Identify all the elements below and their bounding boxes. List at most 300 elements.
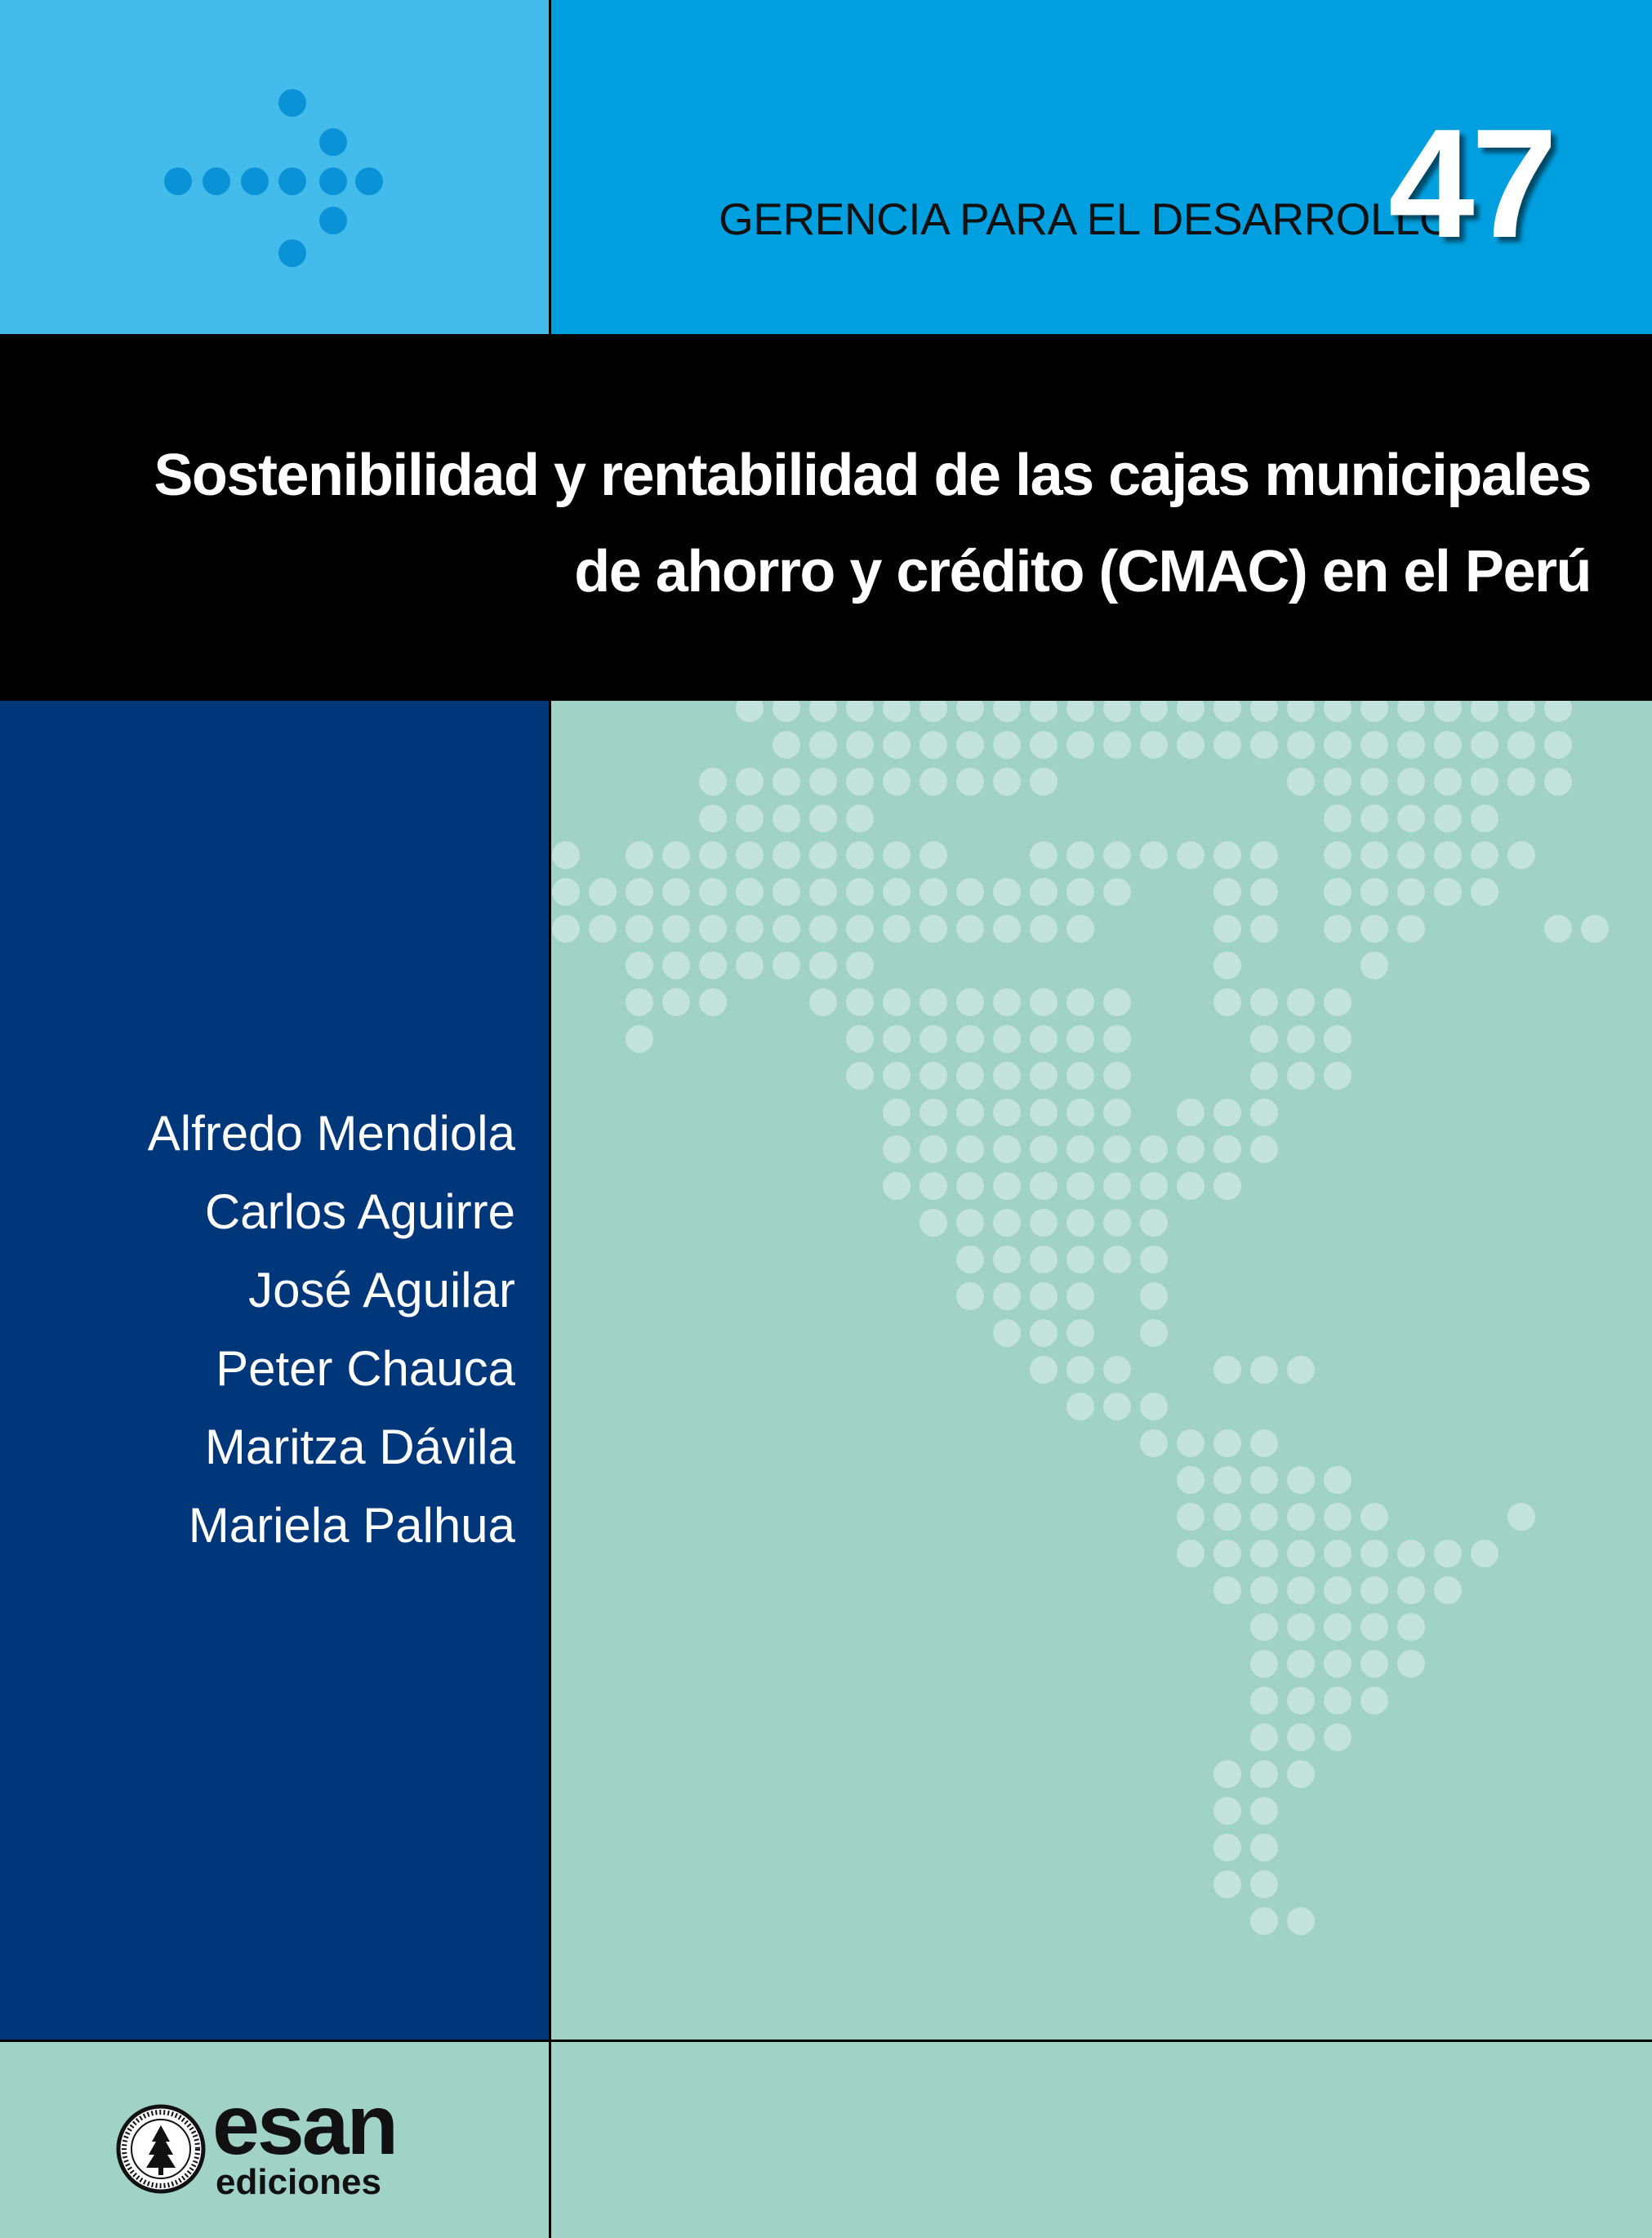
map-dot	[773, 841, 800, 869]
map-dot	[773, 701, 800, 722]
map-dot	[1030, 841, 1058, 869]
map-dot	[1213, 1172, 1241, 1200]
map-dot	[1434, 841, 1462, 869]
map-dot	[1177, 841, 1204, 869]
map-dot	[1287, 1907, 1315, 1935]
map-dot	[626, 841, 653, 869]
map-dot	[1103, 1099, 1131, 1126]
map-dot	[883, 731, 911, 759]
map-dot	[1177, 1466, 1204, 1494]
book-title-line-1: Sostenibilidad y rentabilidad de las cajas municipales	[154, 443, 1591, 508]
map-dot	[773, 768, 800, 796]
author-name: Carlos Aguirre	[204, 1184, 515, 1239]
map-dot	[699, 915, 727, 943]
map-dot	[1287, 1687, 1315, 1714]
map-dot	[1177, 731, 1204, 759]
map-dot	[1213, 952, 1241, 979]
map-dot	[1250, 1576, 1278, 1604]
map-dot	[846, 841, 874, 869]
publisher-name: esan	[212, 2078, 397, 2173]
map-dot	[809, 952, 837, 979]
map-dot	[1324, 1503, 1351, 1531]
map-dot	[883, 1025, 911, 1053]
map-dot	[1544, 768, 1572, 796]
map-dot	[1250, 701, 1278, 722]
map-dot	[920, 1172, 947, 1200]
map-dot	[809, 805, 837, 832]
map-dot	[846, 1062, 874, 1090]
map-dot	[993, 1099, 1021, 1126]
map-dot	[1434, 701, 1462, 722]
map-dot	[1471, 768, 1498, 796]
map-dot	[1360, 1540, 1388, 1567]
map-dot	[1324, 1576, 1351, 1604]
map-dot	[1030, 1246, 1058, 1273]
map-dot	[1140, 1393, 1168, 1420]
map-dot	[1213, 1834, 1241, 1861]
map-dot	[883, 841, 911, 869]
map-dot	[1030, 878, 1058, 906]
map-dot	[1103, 731, 1131, 759]
map-dot	[1103, 1393, 1131, 1420]
map-dot	[1250, 1613, 1278, 1641]
author-list	[0, 1094, 515, 1565]
map-dot	[1397, 701, 1425, 722]
map-dot	[993, 1246, 1021, 1273]
map-dot	[662, 952, 690, 979]
map-dot	[1066, 915, 1094, 943]
map-dot	[956, 1062, 984, 1090]
map-dot	[773, 805, 800, 832]
map-dot	[1287, 1025, 1315, 1053]
map-dot	[1250, 1650, 1278, 1678]
map-dot	[956, 701, 984, 722]
map-dot	[1103, 878, 1131, 906]
map-dot	[1103, 1135, 1131, 1163]
map-dot	[883, 701, 911, 722]
map-dot	[1140, 841, 1168, 869]
map-dot	[1030, 1282, 1058, 1310]
map-dot	[846, 878, 874, 906]
map-dot	[993, 1025, 1021, 1053]
map-dot	[773, 952, 800, 979]
map-dot	[920, 701, 947, 722]
map-dot	[1397, 731, 1425, 759]
map-dot	[1213, 878, 1241, 906]
map-dot	[736, 878, 764, 906]
map-dot	[1066, 1209, 1094, 1237]
map-dot	[1177, 1540, 1204, 1567]
map-dot	[626, 915, 653, 943]
map-dot	[956, 731, 984, 759]
dotted-arrow-icon	[155, 80, 400, 276]
map-dot	[1250, 1760, 1278, 1788]
map-dot	[993, 701, 1021, 722]
map-dot	[956, 1246, 984, 1273]
map-dot	[1030, 1025, 1058, 1053]
map-dot	[589, 878, 617, 906]
map-dot	[1030, 768, 1058, 796]
map-dot	[1103, 988, 1131, 1016]
map-dot	[1250, 1062, 1278, 1090]
map-dot	[920, 878, 947, 906]
map-dot	[1213, 701, 1241, 722]
map-dot	[1507, 731, 1535, 759]
book-title	[39, 427, 1591, 620]
map-dot	[1066, 988, 1094, 1016]
map-dot	[1544, 701, 1572, 722]
map-dot	[1250, 1540, 1278, 1567]
map-dot	[1250, 1466, 1278, 1494]
map-dot	[1287, 1613, 1315, 1641]
map-dot	[883, 878, 911, 906]
map-dot	[773, 878, 800, 906]
map-dot	[956, 1099, 984, 1126]
map-dot	[1250, 1503, 1278, 1531]
map-dot	[1213, 988, 1241, 1016]
series-number: 47	[1388, 97, 1555, 270]
map-dot	[1250, 1025, 1278, 1053]
map-dot	[809, 768, 837, 796]
map-dot	[736, 805, 764, 832]
map-dot	[1250, 1834, 1278, 1861]
map-dot	[1471, 1540, 1498, 1567]
map-dot	[920, 841, 947, 869]
map-dot	[699, 952, 727, 979]
map-dot	[1471, 731, 1498, 759]
map-dot	[626, 1025, 653, 1053]
map-dot	[956, 1025, 984, 1053]
map-dot	[1066, 1062, 1094, 1090]
map-dot	[1213, 1540, 1241, 1567]
map-dot	[883, 1099, 911, 1126]
map-dot	[1140, 1135, 1168, 1163]
author-name: Maritza Dávila	[204, 1420, 515, 1474]
map-dot	[1324, 1025, 1351, 1053]
map-dot	[1140, 1246, 1168, 1273]
author-name: Mariela Palhua	[188, 1498, 515, 1553]
map-dot	[1066, 1246, 1094, 1273]
map-dot	[1360, 805, 1388, 832]
author-name: Alfredo Mendiola	[147, 1106, 515, 1161]
map-dot	[1324, 1613, 1351, 1641]
map-dot	[1030, 701, 1058, 722]
map-dot	[1213, 1797, 1241, 1825]
map-dot	[1030, 1135, 1058, 1163]
map-dot	[1250, 1870, 1278, 1898]
map-dot	[1140, 731, 1168, 759]
map-dot	[920, 768, 947, 796]
map-dot	[1434, 1576, 1462, 1604]
map-dot	[1324, 1466, 1351, 1494]
map-dot	[1287, 768, 1315, 796]
map-dot	[1324, 805, 1351, 832]
map-dot	[1030, 1172, 1058, 1200]
map-dot	[993, 878, 1021, 906]
map-dot	[1030, 731, 1058, 759]
map-dot	[1066, 1356, 1094, 1384]
map-dot	[993, 1209, 1021, 1237]
map-dot	[1324, 1650, 1351, 1678]
map-dot	[956, 915, 984, 943]
author-name: Peter Chauca	[216, 1341, 515, 1396]
map-dot	[1287, 1760, 1315, 1788]
map-dot	[1360, 701, 1388, 722]
map-dot	[736, 701, 764, 722]
publisher-imprint: ediciones	[216, 2162, 381, 2202]
map-dot	[736, 952, 764, 979]
map-dot	[1177, 701, 1204, 722]
map-dot	[1471, 841, 1498, 869]
map-dot	[1213, 1870, 1241, 1898]
map-dot	[993, 915, 1021, 943]
horizontal-divider	[0, 2040, 1652, 2042]
map-dot	[956, 1282, 984, 1310]
map-dot	[809, 988, 837, 1016]
map-dot	[809, 701, 837, 722]
map-dot	[956, 1209, 984, 1237]
map-dot	[699, 805, 727, 832]
map-dot	[1177, 1135, 1204, 1163]
map-dot	[1324, 768, 1351, 796]
map-dot	[1250, 1429, 1278, 1457]
book-title-line-2: de ahorro y crédito (CMAC) en el Perú	[574, 539, 1591, 604]
map-dot	[552, 915, 580, 943]
map-dot	[1250, 915, 1278, 943]
map-dot	[846, 768, 874, 796]
map-dot	[1434, 731, 1462, 759]
map-dot	[883, 768, 911, 796]
map-dot	[1360, 1650, 1388, 1678]
map-dot	[1360, 1687, 1388, 1714]
map-dot	[1507, 701, 1535, 722]
map-dot	[1103, 701, 1131, 722]
map-dot	[1324, 1723, 1351, 1751]
map-dot	[1250, 1135, 1278, 1163]
map-dot	[626, 878, 653, 906]
map-dot	[773, 731, 800, 759]
map-dot	[1140, 1282, 1168, 1310]
map-dot	[1360, 878, 1388, 906]
map-dot	[1213, 1135, 1241, 1163]
map-dot	[1507, 1503, 1535, 1531]
map-dot	[846, 915, 874, 943]
map-dot	[920, 1062, 947, 1090]
map-dot	[1397, 1613, 1425, 1641]
map-dot	[1250, 731, 1278, 759]
map-dot	[846, 701, 874, 722]
map-dot	[956, 768, 984, 796]
map-dot	[1287, 1466, 1315, 1494]
map-dot	[809, 731, 837, 759]
map-dot	[1213, 915, 1241, 943]
map-dot	[1360, 915, 1388, 943]
map-dot	[662, 841, 690, 869]
bottom-right-panel	[551, 2042, 1652, 2238]
map-dot	[662, 878, 690, 906]
map-dot	[662, 988, 690, 1016]
map-dot	[1030, 1099, 1058, 1126]
map-dot	[1287, 988, 1315, 1016]
map-dot	[1066, 1393, 1094, 1420]
map-dot	[846, 952, 874, 979]
map-dot	[1066, 731, 1094, 759]
map-dot	[956, 988, 984, 1016]
map-dot	[662, 915, 690, 943]
map-dot	[1434, 805, 1462, 832]
map-dot	[920, 915, 947, 943]
map-dot	[993, 768, 1021, 796]
map-dot	[1213, 731, 1241, 759]
map-dot	[1397, 1576, 1425, 1604]
map-dot	[1324, 878, 1351, 906]
map-dot	[1213, 1760, 1241, 1788]
map-dot	[1324, 731, 1351, 759]
map-dot	[846, 731, 874, 759]
map-dot	[1066, 1135, 1094, 1163]
map-dot	[1507, 841, 1535, 869]
map-dot	[1250, 1099, 1278, 1126]
map-dot	[1103, 1062, 1131, 1090]
university-seal-icon	[116, 2104, 206, 2194]
map-dot	[1250, 1356, 1278, 1384]
map-dot	[1030, 1319, 1058, 1347]
map-dot	[920, 1025, 947, 1053]
dotted-americas-map-icon	[551, 701, 1652, 2040]
map-dot	[920, 1209, 947, 1237]
map-dot	[1544, 915, 1572, 943]
map-dot	[552, 878, 580, 906]
map-dot	[1213, 1356, 1241, 1384]
map-dot	[1287, 1540, 1315, 1567]
map-dot	[1397, 768, 1425, 796]
map-dot	[699, 878, 727, 906]
map-dot	[736, 768, 764, 796]
map-dot	[1397, 805, 1425, 832]
map-dot	[883, 1172, 911, 1200]
map-dot	[993, 1062, 1021, 1090]
map-dot	[809, 915, 837, 943]
map-dot	[1287, 1576, 1315, 1604]
map-dot	[1030, 1209, 1058, 1237]
map-dot	[846, 988, 874, 1016]
map-dot	[1471, 805, 1498, 832]
map-dot	[1177, 1172, 1204, 1200]
map-dot	[1360, 1613, 1388, 1641]
map-dot	[1397, 1650, 1425, 1678]
map-dot	[846, 1025, 874, 1053]
map-dot	[589, 915, 617, 943]
map-dot	[626, 952, 653, 979]
map-dot	[1360, 1576, 1388, 1604]
map-dot	[883, 1135, 911, 1163]
map-dot	[1066, 878, 1094, 906]
map-dot	[1213, 1576, 1241, 1604]
map-dot	[993, 1172, 1021, 1200]
map-dot	[1287, 1723, 1315, 1751]
map-dot	[699, 768, 727, 796]
map-dot	[736, 841, 764, 869]
map-dot	[1250, 878, 1278, 906]
map-dot	[920, 988, 947, 1016]
map-dot	[1103, 1025, 1131, 1053]
map-dot	[736, 915, 764, 943]
map-dot	[1177, 1503, 1204, 1531]
map-dot	[1103, 1246, 1131, 1273]
map-dot	[773, 915, 800, 943]
map-dot	[1066, 1099, 1094, 1126]
map-dot	[1250, 1797, 1278, 1825]
map-dot	[1250, 1723, 1278, 1751]
map-dot	[920, 1135, 947, 1163]
map-dot	[809, 841, 837, 869]
map-dot	[699, 841, 727, 869]
map-dot	[1250, 1687, 1278, 1714]
map-dot	[1140, 1172, 1168, 1200]
map-dot	[1030, 1062, 1058, 1090]
map-dot	[1177, 1099, 1204, 1126]
map-dot	[1324, 1687, 1351, 1714]
map-dot	[1140, 701, 1168, 722]
map-dot	[956, 878, 984, 906]
map-dot	[920, 1099, 947, 1126]
map-dot	[552, 841, 580, 869]
map-dot	[1324, 1540, 1351, 1567]
map-dot	[1030, 915, 1058, 943]
map-dot	[1250, 988, 1278, 1016]
map-dot	[1287, 701, 1315, 722]
map-dot	[1397, 841, 1425, 869]
map-dot	[1103, 1209, 1131, 1237]
map-dot	[920, 731, 947, 759]
map-dot	[993, 1319, 1021, 1347]
map-dot	[1360, 731, 1388, 759]
map-dot	[1397, 878, 1425, 906]
map-dot	[1066, 701, 1094, 722]
map-dot	[1103, 841, 1131, 869]
map-dot	[993, 1135, 1021, 1163]
map-dot	[1324, 915, 1351, 943]
map-dot	[1324, 841, 1351, 869]
map-dot	[1581, 915, 1609, 943]
map-dot	[1213, 1466, 1241, 1494]
map-dot	[1360, 1503, 1388, 1531]
map-dot	[1213, 1429, 1241, 1457]
map-dot	[883, 915, 911, 943]
map-dot	[626, 988, 653, 1016]
map-dot	[1434, 768, 1462, 796]
map-dot	[956, 1135, 984, 1163]
map-dot	[1507, 768, 1535, 796]
publisher-logo	[116, 2078, 443, 2205]
map-dot	[1471, 701, 1498, 722]
map-dot	[1287, 1650, 1315, 1678]
map-dot	[883, 1062, 911, 1090]
map-dot	[1030, 988, 1058, 1016]
map-dot	[846, 805, 874, 832]
map-dot	[1287, 1356, 1315, 1384]
map-dot	[1213, 1503, 1241, 1531]
map-dot	[1434, 1540, 1462, 1567]
map-dot	[1103, 1356, 1131, 1384]
map-dot	[1287, 731, 1315, 759]
map-dot	[1360, 952, 1388, 979]
map-dot	[993, 1282, 1021, 1310]
map-dot	[1471, 878, 1498, 906]
map-dot	[1287, 1503, 1315, 1531]
map-dot	[1066, 841, 1094, 869]
map-dot	[1213, 841, 1241, 869]
